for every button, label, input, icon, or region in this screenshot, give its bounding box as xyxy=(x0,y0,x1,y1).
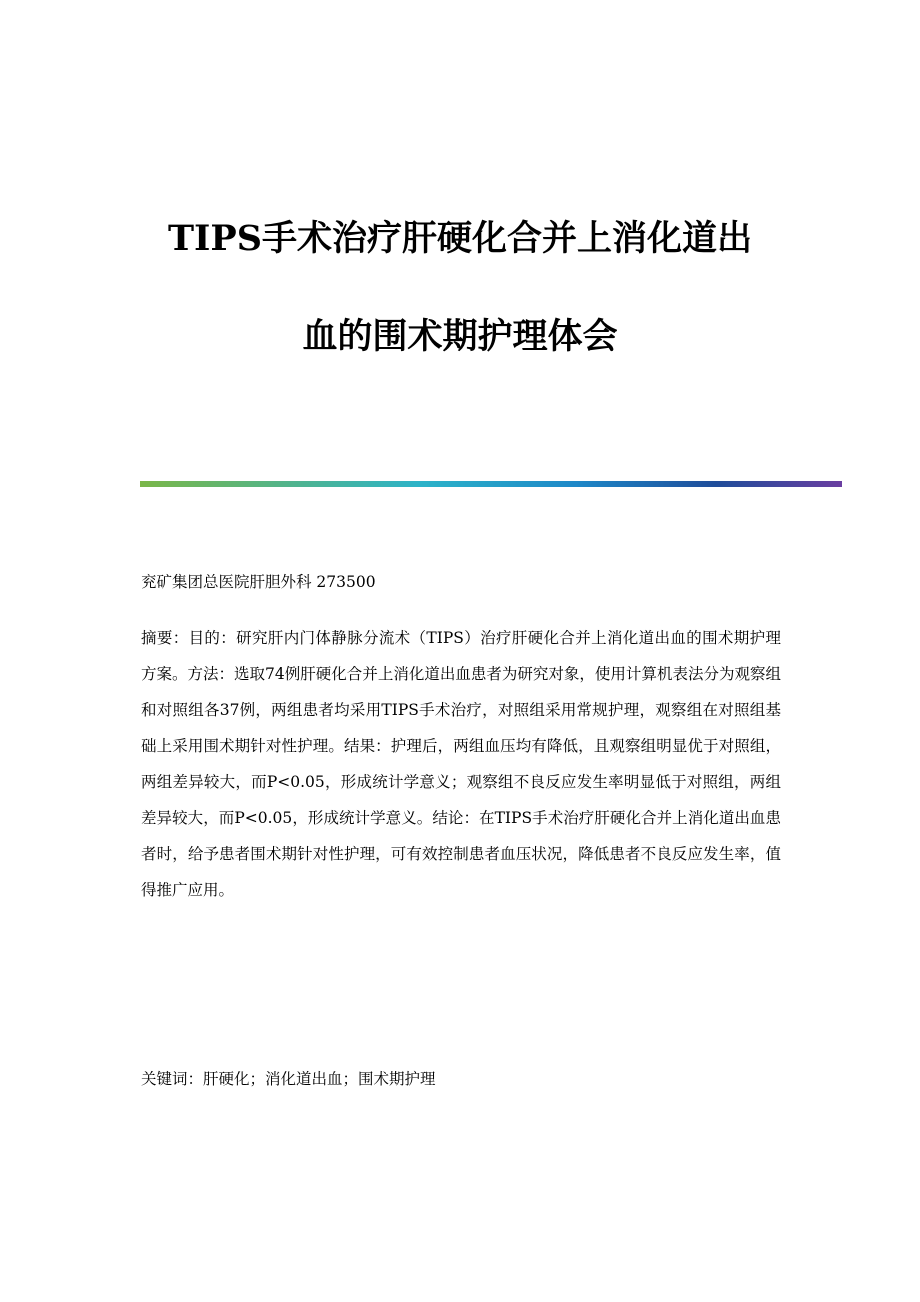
document-title-line-1: TIPS手术治疗肝硬化合并上消化道出 xyxy=(167,218,752,259)
gradient-divider xyxy=(140,481,842,487)
keywords-line: 关键词：肝硬化；消化道出血；围术期护理 xyxy=(141,1070,436,1088)
document-title-line-2: 血的围术期护理体会 xyxy=(302,316,618,357)
abstract-paragraph: 摘要：目的：研究肝内门体静脉分流术（TIPS）治疗肝硬化合并上消化道出血的围术期护理方案。方法：选取74例肝硬化合并上消化道出血患者为研究对象，使用计算机表法分为观察组和对照组各37例，两组患者均采用TIPS手术治疗，对照组采用常规护理，观察组在对照组基础上采用围术期针对性护理。结果：护理后，两组血压均有降低，且观察组明显优于对照组，两组差异较大，而P<0.05，形成统计学意义；观察组不良反应发生率明显低于对照组，两组差异较大，而P<0.05，形成统计学意义。结论：在TIPS手术治疗肝硬化合并上消化道出血患者时，给予患者围术期针对性护理，可有效控制患者血压状况，降低患者不良反应发生率，值得推广应用。 xyxy=(141,629,781,899)
author-affiliation: 兖矿集团总医院肝胆外科 273500 xyxy=(141,573,376,591)
